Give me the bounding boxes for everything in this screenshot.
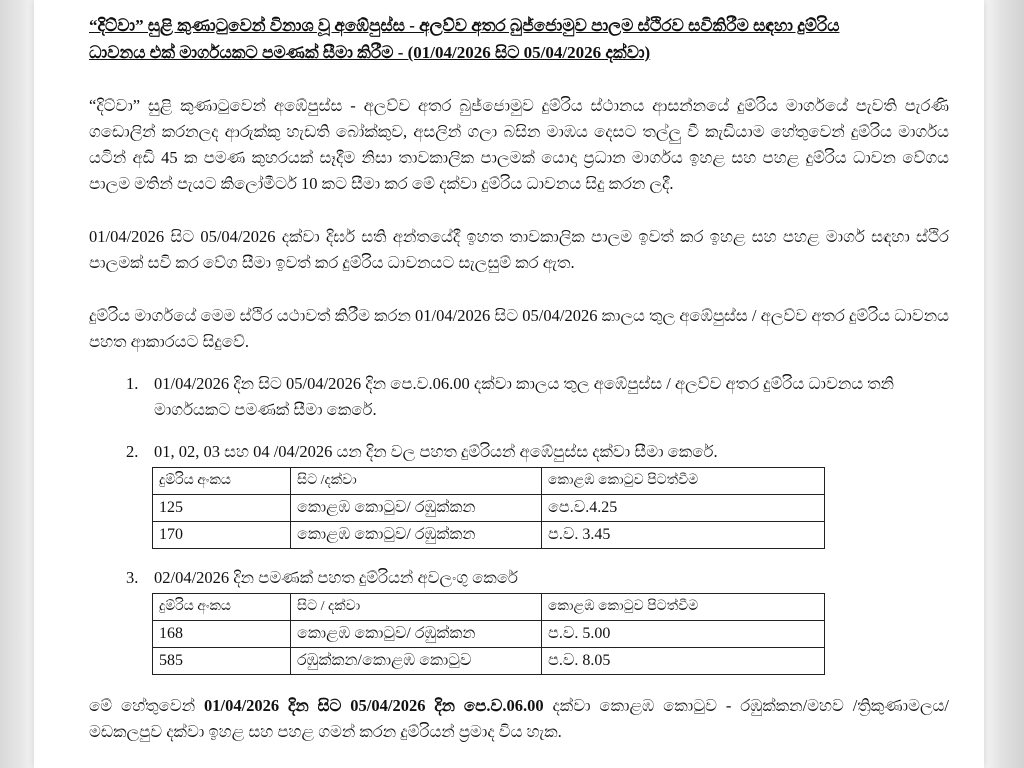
footer-suffix: දක්වා කොළඹ කොටුව - රඹුක්කන/මහව /ත්‍රිකුණාමලය/මඩකලපුව දක්වා ඉහළ සහ පහළ ගමන් කරන දුම්රියන් ප්‍රමාද විය හැක. xyxy=(89,696,950,741)
paragraph-3: දුම්රිය මාර්ගයේ මෙම ස්ථිර යථාවත් කිරීම කරන 01/04/2026 සිට 05/04/2026 කාලය තුල අඹේපුස්ස / අලව්ව අතර දුම්රිය ධාවනය පහත ආකාරයට සිදුවේ. xyxy=(89,306,949,351)
cancelled-trains-table xyxy=(152,593,825,675)
table-cell: ප.ව. 3.45 xyxy=(542,522,825,549)
table-cell: කොළඹ කොටුව/ රඹුක්කන xyxy=(291,495,542,522)
list-item-text: 01, 02, 03 සහ 04 /04/2026 යන දින වල පහත දුම්රියන් අඹේපුස්ස දක්වා සීමා කෙරේ. xyxy=(154,442,718,461)
table-header: දුම්රිය අංකය xyxy=(153,468,291,495)
table-row xyxy=(153,621,825,648)
table-header-row xyxy=(153,594,825,621)
table-cell: ප.ව. 5.00 xyxy=(542,621,825,648)
left-shadow xyxy=(0,0,34,768)
list-number: 2. xyxy=(126,442,139,461)
table-cell: ප.ව. 8.05 xyxy=(542,648,825,675)
table-cell: 125 xyxy=(153,495,291,522)
table-header: සිට / දක්වා xyxy=(291,594,542,621)
list-item-2 xyxy=(89,439,949,549)
document-page xyxy=(34,0,984,768)
table-cell: 170 xyxy=(153,522,291,549)
table-row xyxy=(153,495,825,522)
footer-paragraph xyxy=(89,693,949,745)
paragraph-1: “දිට්වා” සුළි කුණාටුවෙන් අඹේපුස්ස - අලව්ව අතර බුජ්ජොමුව දුම්රිය ස්ථානය ආසන්නයේ දුම්රිය මාර්ගයේ පැවති පැරණි ගඩොලින් කරනලද ආරුක්කු හැඩති බෝක්කුව, අසලින් ගලා බසින මාඹය දෙසට තල්ලු වී කැඩියාම හේතුවෙන් දුම්රිය මාර්ගය යටින් අඩි 45 ක පමණ කුහරයක් සෑදීම නිසා තාවකාලික පාලමක් යොදා ප්‍රධාන මාර්ගය ඉහළ සහ පහළ දුම්රිය ධාවන වේගය පාලම මතින් පැයට කිලෝමීටර් 10 කට සීමා කර මේ දක්වා දුම්රිය ධාවනය සිදු කරන ලදී. xyxy=(89,96,949,193)
table-header: සිට /දක්වා xyxy=(291,468,542,495)
table-header-row xyxy=(153,468,825,495)
numbered-list xyxy=(89,371,949,675)
list-item-text: 01/04/2026 දින සිට 05/04/2026 දින පෙ.ව.06.00 දක්වා කාලය තුල අඹේපුස්ස / අලව්ව අතර දුම්රිය ධාවනය තනි මාර්ගයකට පමණක් සීමා කෙරේ. xyxy=(154,374,895,419)
heading-line-2: ධාවනය එක් මාර්ගයකට පමණක් සීමා කිරීම - (01/04/2026 සිට 05/04/2026 දක්වා) xyxy=(89,43,651,62)
table-header: කොළඹ කොටුව පිටත්වීම xyxy=(542,594,825,621)
table-cell: කොළඹ කොටුව/ රඹුක්කන xyxy=(291,621,542,648)
list-item-1 xyxy=(89,371,949,423)
list-item-3 xyxy=(89,565,949,675)
footer-prefix: මේ හේතුවෙන් xyxy=(89,696,204,715)
limited-trains-table xyxy=(152,467,825,549)
document-content xyxy=(89,12,949,745)
table-cell: රඹුක්කන/කොළඹ කොටුව xyxy=(291,648,542,675)
table-cell: 168 xyxy=(153,621,291,648)
list-item-text: 02/04/2026 දින පමණක් පහත දුම්රියන් අවලංගු කෙරේ xyxy=(154,568,519,587)
table-cell: කොළඹ කොටුව/ රඹුක්කන xyxy=(291,522,542,549)
footer-bold-dates: 01/04/2026 දින සිට 05/04/2026 දින පෙ.ව.06.00 xyxy=(204,696,544,715)
table-header: දුම්රිය අංකය xyxy=(153,594,291,621)
paragraph-2: 01/04/2026 සිට 05/04/2026 දක්වා දිර්ඝ සති අන්තයේදී ඉහත තාවකාලික පාලම ඉවත් කර ඉහළ සහ පහළ මාර්ග සඳහා ස්ථිර පාලමක් සවි කර වේග සීමා ඉවත් කර දුම්රිය ධාවනයට සැලසුම් කර ඇත. xyxy=(89,227,949,272)
list-number: 1. xyxy=(126,374,139,393)
table-header: කොළඹ කොටුව පිටත්වීම xyxy=(542,468,825,495)
list-number: 3. xyxy=(126,568,139,587)
heading-line-1: “දිට්වා” සුළි කුණාටුවෙන් විනාශ වූ අඹේපුස්ස - අලව්ව අතර බුජ්ජොමුව පාලම ස්ථිරව සවිකිරීම සඳහා දුම්රිය xyxy=(89,16,840,35)
table-cell: 585 xyxy=(153,648,291,675)
table-cell: පෙ.ව.4.25 xyxy=(542,495,825,522)
table-row xyxy=(153,648,825,675)
table-row xyxy=(153,522,825,549)
document-heading xyxy=(89,12,949,66)
right-shadow xyxy=(984,0,1024,768)
